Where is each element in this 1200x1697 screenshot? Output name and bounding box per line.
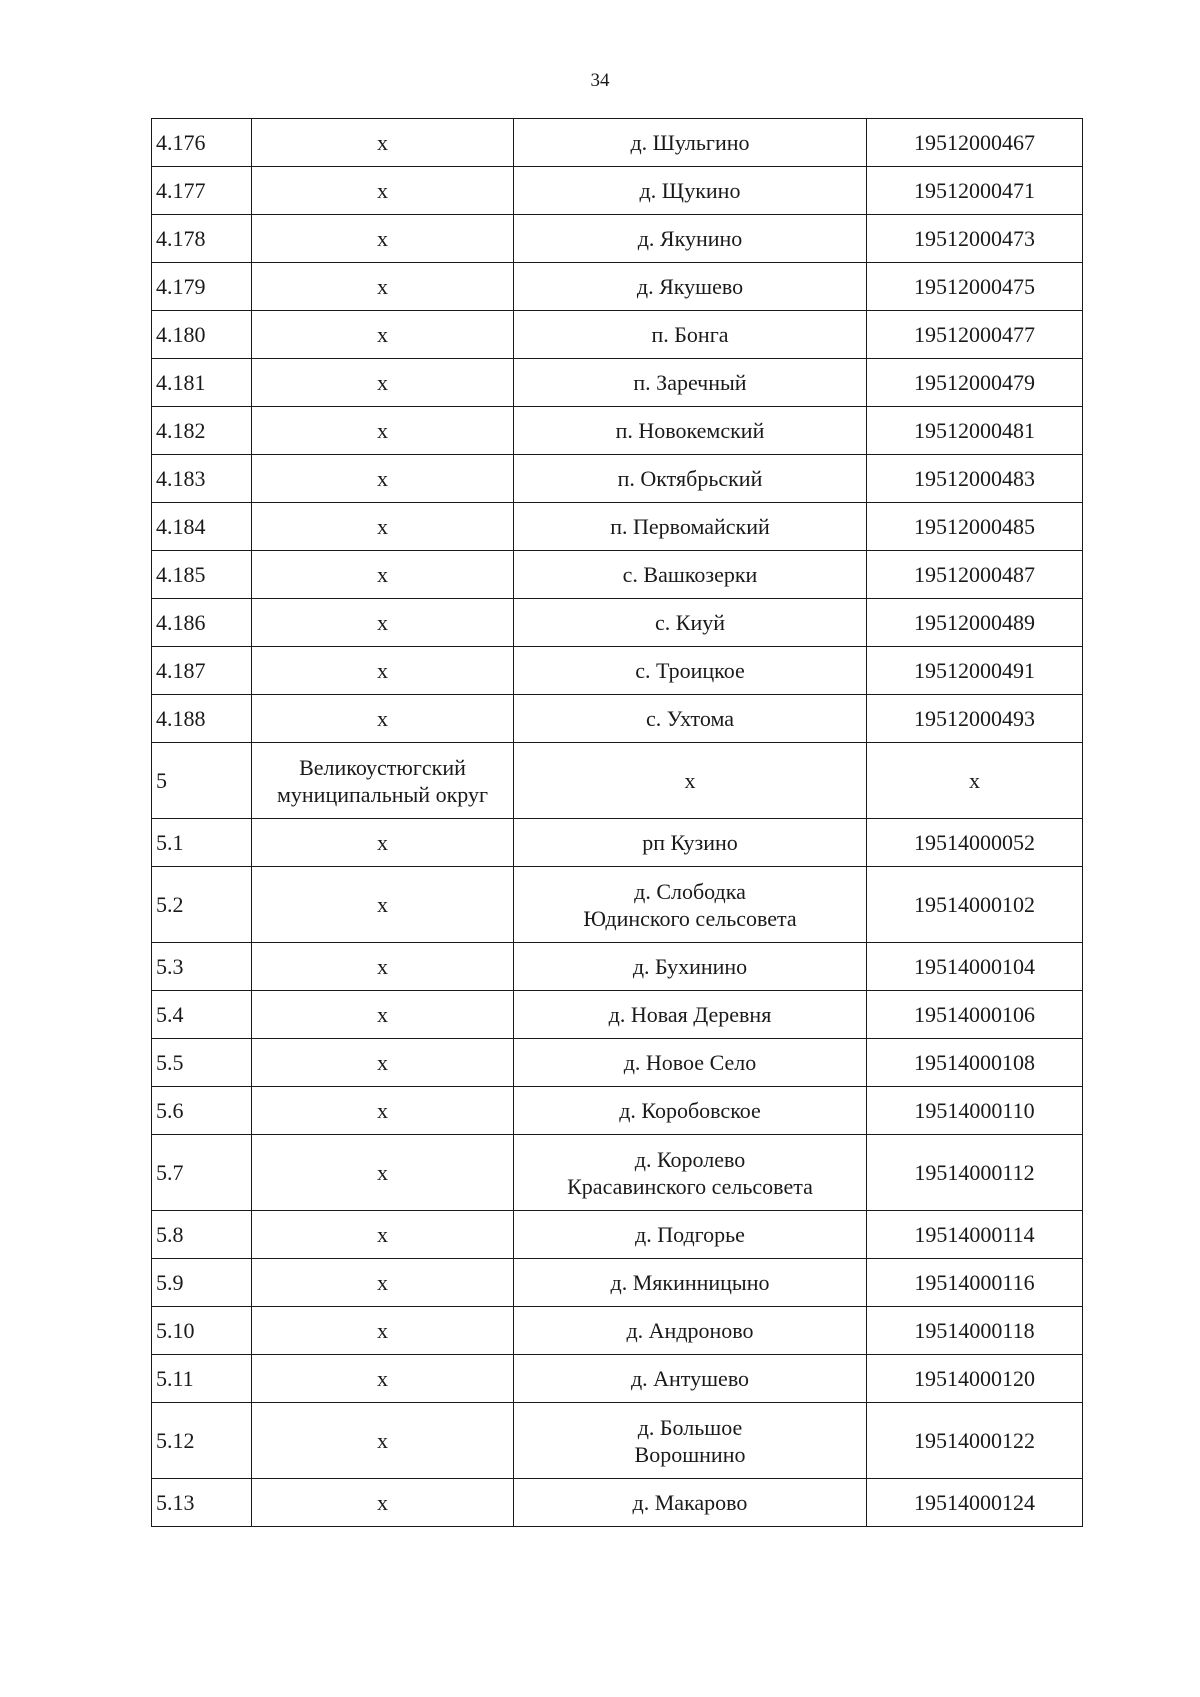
table-row: [152, 359, 1083, 407]
settlement-cell: [514, 647, 867, 695]
oktmo-code-cell: 19514000118: [867, 1307, 1083, 1355]
row-number-cell: 4.188: [152, 695, 252, 743]
row-number-cell: 5.6: [152, 1087, 252, 1135]
settlement-line: с. Вашкозерки: [622, 562, 758, 587]
table-row: [152, 647, 1083, 695]
district-line: x: [377, 658, 388, 683]
row-number-cell: 5.10: [152, 1307, 252, 1355]
district-line: x: [377, 1428, 388, 1453]
district-line: x: [377, 466, 388, 491]
oktmo-code-cell: 19512000483: [867, 455, 1083, 503]
district-cell: [252, 991, 514, 1039]
settlement-line: п. Октябрьский: [617, 466, 763, 491]
settlement-cell: [514, 311, 867, 359]
district-cell: [252, 551, 514, 599]
district-line: x: [377, 1318, 388, 1343]
table-row: [152, 819, 1083, 867]
district-line: x: [377, 1098, 388, 1123]
settlement-line: д. Коробовское: [619, 1098, 761, 1123]
settlement-cell: [514, 1039, 867, 1087]
row-number-cell: 4.187: [152, 647, 252, 695]
oktmo-code-cell: 19514000106: [867, 991, 1083, 1039]
table-row: [152, 1259, 1083, 1307]
settlement-line: д. Шульгино: [630, 130, 750, 155]
district-cell: [252, 943, 514, 991]
settlement-cell: [514, 407, 867, 455]
table-row: [152, 455, 1083, 503]
row-number-cell: 4.185: [152, 551, 252, 599]
district-line: x: [377, 1270, 388, 1295]
district-line: x: [377, 514, 388, 539]
settlement-line: д. Слободка: [634, 878, 746, 904]
settlement-cell: [514, 455, 867, 503]
settlement-cell: [514, 503, 867, 551]
district-cell: [252, 599, 514, 647]
oktmo-code-cell: 19512000473: [867, 215, 1083, 263]
settlement-line: п. Первомайский: [610, 514, 770, 539]
settlement-cell: [514, 695, 867, 743]
district-cell: [252, 1211, 514, 1259]
table-row: [152, 407, 1083, 455]
oktmo-code-cell: 19514000052: [867, 819, 1083, 867]
settlement-line: д. Бухинино: [632, 954, 748, 979]
settlement-cell: [514, 819, 867, 867]
page-number: 34: [590, 70, 610, 91]
settlement-cell: [514, 991, 867, 1039]
district-cell: [252, 455, 514, 503]
row-number-cell: 4.178: [152, 215, 252, 263]
settlement-cell: [514, 1355, 867, 1403]
row-number-cell: 5: [152, 743, 252, 819]
row-number-cell: 4.184: [152, 503, 252, 551]
settlement-line: Юдинского сельсовета: [583, 905, 797, 931]
district-cell: [252, 1087, 514, 1135]
settlement-line: д. Королево: [634, 1146, 746, 1172]
settlement-line: x: [684, 768, 696, 793]
row-number-cell: 5.8: [152, 1211, 252, 1259]
oktmo-code-cell: 19514000116: [867, 1259, 1083, 1307]
oktmo-code-cell: 19514000124: [867, 1479, 1083, 1527]
row-number-cell: 4.177: [152, 167, 252, 215]
settlement-cell: [514, 1259, 867, 1307]
table-row: [152, 1135, 1083, 1211]
district-line: x: [377, 1050, 388, 1075]
district-line: x: [377, 1490, 388, 1515]
settlement-cell: [514, 867, 867, 943]
settlements-table: [151, 118, 1083, 1527]
district-cell: [252, 1135, 514, 1211]
table-row: [152, 215, 1083, 263]
row-number-cell: 5.9: [152, 1259, 252, 1307]
table-row: [152, 1403, 1083, 1479]
settlement-cell: [514, 215, 867, 263]
table-row: [152, 263, 1083, 311]
district-cell: [252, 1307, 514, 1355]
district-line: x: [377, 274, 388, 299]
row-number-cell: 4.176: [152, 119, 252, 167]
settlement-cell: [514, 119, 867, 167]
table-row: [152, 1307, 1083, 1355]
district-line: x: [377, 322, 388, 347]
district-cell: [252, 119, 514, 167]
settlement-line: д. Мякинницыно: [610, 1270, 770, 1295]
row-number-cell: 5.11: [152, 1355, 252, 1403]
district-line: x: [377, 130, 388, 155]
row-number-cell: 5.3: [152, 943, 252, 991]
district-cell: [252, 1039, 514, 1087]
oktmo-code-cell: 19512000487: [867, 551, 1083, 599]
oktmo-code-cell: 19512000481: [867, 407, 1083, 455]
district-line: Великоустюгский: [299, 754, 466, 780]
table-body: [152, 119, 1083, 1527]
district-line: x: [377, 830, 388, 855]
row-number-cell: 5.12: [152, 1403, 252, 1479]
district-line: x: [377, 1160, 388, 1185]
district-cell: [252, 867, 514, 943]
district-cell: [252, 263, 514, 311]
settlement-line: п. Новокемский: [615, 418, 765, 443]
district-cell: [252, 743, 514, 819]
settlement-cell: [514, 1087, 867, 1135]
oktmo-code-cell: 19514000108: [867, 1039, 1083, 1087]
table-row: [152, 743, 1083, 819]
district-line: x: [377, 706, 388, 731]
district-line: x: [377, 370, 388, 395]
district-line: x: [377, 418, 388, 443]
settlement-line: д. Антушево: [630, 1366, 750, 1391]
table-row: [152, 1211, 1083, 1259]
settlement-cell: [514, 1135, 867, 1211]
row-number-cell: 4.180: [152, 311, 252, 359]
settlement-line: с. Киуй: [655, 610, 725, 635]
district-cell: [252, 503, 514, 551]
district-line: x: [377, 610, 388, 635]
district-cell: [252, 695, 514, 743]
row-number-cell: 5.7: [152, 1135, 252, 1211]
settlement-line: д. Андроново: [626, 1318, 754, 1343]
oktmo-code-cell: 19514000102: [867, 867, 1083, 943]
row-number-cell: 5.13: [152, 1479, 252, 1527]
settlement-line: д. Большое: [637, 1414, 743, 1440]
settlement-cell: [514, 599, 867, 647]
settlement-cell: [514, 943, 867, 991]
oktmo-code-cell: 19514000114: [867, 1211, 1083, 1259]
row-number-cell: 5.5: [152, 1039, 252, 1087]
district-line: x: [377, 1002, 388, 1027]
settlement-line: д. Макарово: [632, 1490, 748, 1515]
settlement-cell: [514, 359, 867, 407]
table-row: [152, 1355, 1083, 1403]
oktmo-code-cell: 19514000120: [867, 1355, 1083, 1403]
settlement-line: д. Щукино: [639, 178, 741, 203]
settlement-line: д. Якушево: [636, 274, 744, 299]
oktmo-code-cell: 19512000489: [867, 599, 1083, 647]
row-number-cell: 4.182: [152, 407, 252, 455]
row-number-cell: 5.2: [152, 867, 252, 943]
district-cell: [252, 215, 514, 263]
oktmo-code-cell: 19512000485: [867, 503, 1083, 551]
settlement-line: с. Ухтома: [645, 706, 735, 731]
district-cell: [252, 1403, 514, 1479]
row-number-cell: 4.183: [152, 455, 252, 503]
table-row: [152, 119, 1083, 167]
table-row: [152, 167, 1083, 215]
oktmo-code-cell: 19514000110: [867, 1087, 1083, 1135]
oktmo-code-cell: 19512000467: [867, 119, 1083, 167]
oktmo-code-cell: x: [867, 743, 1083, 819]
district-cell: [252, 1259, 514, 1307]
settlement-line: д. Новое Село: [623, 1050, 757, 1075]
settlement-line: д. Новая Деревня: [608, 1002, 772, 1027]
settlement-cell: [514, 1307, 867, 1355]
row-number-cell: 4.186: [152, 599, 252, 647]
district-cell: [252, 311, 514, 359]
settlement-cell: [514, 1479, 867, 1527]
district-line: x: [377, 954, 388, 979]
district-line: x: [377, 178, 388, 203]
row-number-cell: 4.181: [152, 359, 252, 407]
settlement-line: с. Троицкое: [635, 658, 745, 683]
oktmo-code-cell: 19512000471: [867, 167, 1083, 215]
district-line: x: [377, 1366, 388, 1391]
table-row: [152, 695, 1083, 743]
settlement-cell: [514, 743, 867, 819]
settlement-line: п. Бонга: [651, 322, 729, 347]
district-cell: [252, 819, 514, 867]
table-row: [152, 551, 1083, 599]
oktmo-code-cell: 19514000112: [867, 1135, 1083, 1211]
table-row: [152, 599, 1083, 647]
table-row: [152, 867, 1083, 943]
oktmo-code-cell: 19514000122: [867, 1403, 1083, 1479]
settlement-cell: [514, 1403, 867, 1479]
district-cell: [252, 407, 514, 455]
settlement-line: д. Подгорье: [635, 1222, 745, 1247]
oktmo-code-cell: 19514000104: [867, 943, 1083, 991]
district-cell: [252, 359, 514, 407]
row-number-cell: 5.4: [152, 991, 252, 1039]
district-line: x: [377, 892, 388, 917]
settlement-line: д. Якунино: [637, 226, 743, 251]
table-row: [152, 1039, 1083, 1087]
district-line: x: [377, 1222, 388, 1247]
district-line: муниципальный округ: [276, 781, 488, 807]
table-row: [152, 991, 1083, 1039]
settlement-line: Красавинского сельсовета: [567, 1173, 813, 1199]
settlement-line: п. Заречный: [633, 370, 747, 395]
settlement-cell: [514, 263, 867, 311]
oktmo-code-cell: 19512000491: [867, 647, 1083, 695]
district-cell: [252, 1479, 514, 1527]
settlement-line: рп Кузино: [642, 830, 738, 855]
table-row: [152, 1479, 1083, 1527]
settlement-cell: [514, 1211, 867, 1259]
table-row: [152, 311, 1083, 359]
oktmo-code-cell: 19512000477: [867, 311, 1083, 359]
settlement-line: Ворошнино: [634, 1441, 746, 1467]
oktmo-code-cell: 19512000479: [867, 359, 1083, 407]
oktmo-code-cell: 19512000493: [867, 695, 1083, 743]
district-cell: [252, 167, 514, 215]
table-row: [152, 503, 1083, 551]
table-row: [152, 1087, 1083, 1135]
district-cell: [252, 647, 514, 695]
district-line: x: [377, 226, 388, 251]
row-number-cell: 4.179: [152, 263, 252, 311]
row-number-cell: 5.1: [152, 819, 252, 867]
table-row: [152, 943, 1083, 991]
settlement-cell: [514, 167, 867, 215]
district-cell: [252, 1355, 514, 1403]
settlement-cell: [514, 551, 867, 599]
oktmo-code-cell: 19512000475: [867, 263, 1083, 311]
district-line: x: [377, 562, 388, 587]
